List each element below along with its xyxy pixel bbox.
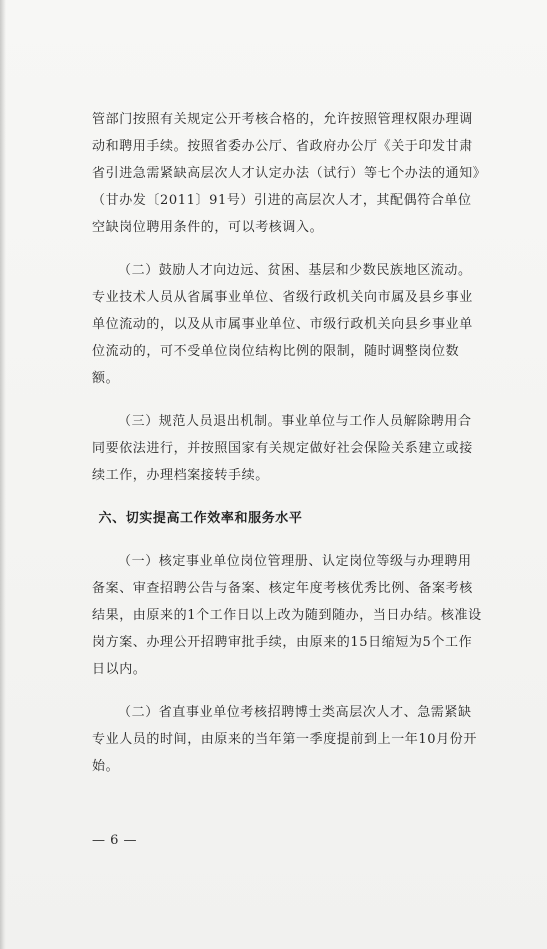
paragraph-encourage-talent-flow: （二）鼓励人才向边远、贫困、基层和少数民族地区流动。专业技术人员从省属事业单位、省级行政机关向市属及县乡事业单位流动的，以及从市属事业单位、市级行政机关向县乡事业单位流动的，可不受单位岗位结构比例的限制，随时调整岗位数额。 <box>92 263 473 386</box>
section-heading: 六、切实提高工作效率和服务水平 <box>98 511 303 526</box>
scan-edge-shadow <box>0 0 6 949</box>
paragraph-continuation: 管部门按照有关规定公开考核合格的，允许按照管理权限办理调动和聘用手续。按照省委办公厅、省政府办公厅《关于印发甘肃省引进急需紧缺高层次人才认定办法（试行）等七个办法的通知》（甘办发〔2011〕91号）引进的高层次人才，其配偶符合单位空缺岗位聘用条件的，可以考核调入。 <box>92 112 480 235</box>
paragraph-recruitment-timing: （二）省直事业单位考核招聘博士类高层次人才、急需紧缺专业人员的时间，由原来的当年第一季度提前到上一年10月份开始。 <box>92 705 477 774</box>
paragraph-exit-mechanism: （三）规范人员退出机制。事业单位与工作人员解除聘用合同要依法进行，并按照国家有关规定做好社会保险关系建立或接续工作，办理档案接转手续。 <box>92 414 473 483</box>
page-number: — 6 — <box>92 833 138 848</box>
paragraph-approval-efficiency: （一）核定事业单位岗位管理册、认定岗位等级与办理聘用备案、审查招聘公告与备案、核定年度考核优秀比例、备案考核结果，由原来的1个工作日以上改为随到随办，当日办结。核准设岗方案、办理公开招聘审批手续，由原来的15日缩短为5个工作日以内。 <box>92 554 482 677</box>
document-body <box>92 106 484 780</box>
